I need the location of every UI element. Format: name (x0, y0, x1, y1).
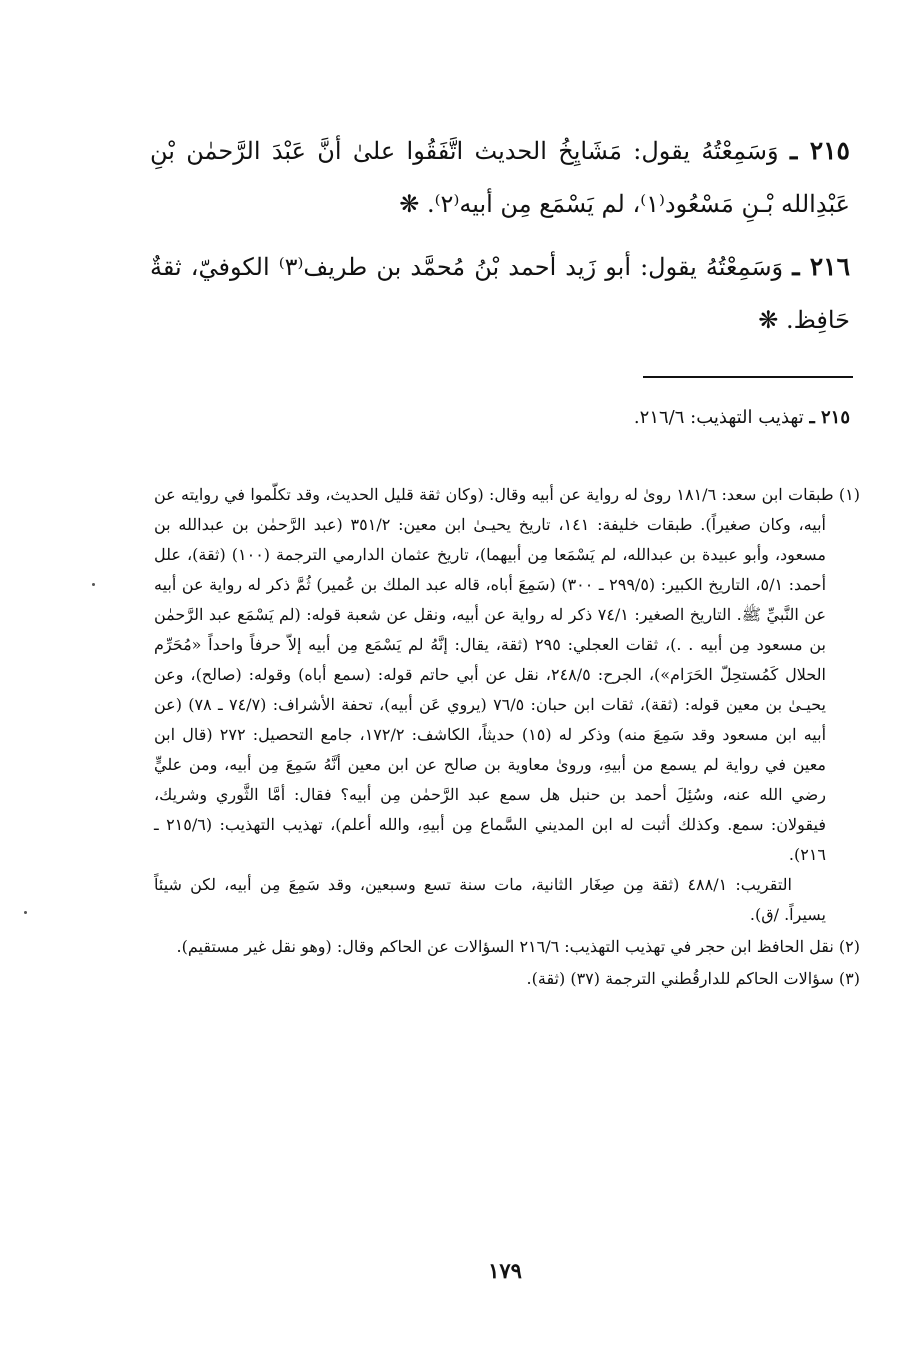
source-note-number: ٢١٥ ـ (809, 407, 850, 428)
footnotes (154, 480, 860, 994)
entry-number: ٢١٥ ـ (789, 136, 850, 165)
footnote-2 (154, 932, 860, 962)
footnote-1 (154, 480, 860, 870)
footnote-text: طبقات ابن سعد: ١٨١/٦ روىٰ له رواية عن أبيه وقال: (وكان ثقة قليل الحديث، وقد تكلّموا في روايته عن أبيه، وكان صغيراً). طبقات خليفة: ١٤١، تاريخ يحيـىٰ ابن معين: ٣٥١/٢ (عبد الرَّحمٰن بن عبدالله بن مسعود، وأبو عبيدة بن عبدالله، لم يَسْمَعا مِن أبيهما)، تاريخ عثمان الدارمي الترجمة (١٠٠) (ثقة)، علل أحمد: ٥/١، التاريخ الكبير: (٢٩٩/٥ ـ ٣٠٠) (سَمِعَ أباه، قاله عبد الملك بن عُمير) ثُمَّ ذكر له رواية عن أبيه عن النَّبيِّ ﷺ. التاريخ الصغير: ٧٤/١ ذكر له رواية عن أبيه، ونقل عن شعبة قوله: (لم يَسْمَع عبد الرَّحمٰن بن مسعود مِن أبيه . .)، ثقات العجلي: ٢٩٥ (ثقة، يقال: إنَّهُ لم يَسْمَع مِن أبيه إلاّ حرفاً واحداً «مُحَرِّم الحلال كَمُستحِلّ الحَرَام»)، الجرح: ٢٤٨/٥، نقل عن أبي حاتم قوله: (سمع أباه) وقوله: (صالح)، وعن يحيـىٰ بن معين قوله: (ثقة)، ثقات ابن حبان: ٧٦/٥ (يروي عَن أبيه)، تحفة الأشراف: (٧٤/٧ ـ ٧٨) (عن أبيه ابن مسعود وقد سَمِعَ منه) وذكر له (١٥) حديثاً، الكاشف: ١٧٢/٢، جامع التحصيل: ٢٧٢ (قال ابن معين في رواية لم يسمع من أبيهِ، وروىٰ معاوية بن صالح عن ابن معين أنَّهُ سَمِعَ مِن أبيه، ومن عليٍّ رضي الله عنه، وسُئِلَ أحمد بن حنبل هل سمع عبد الرَّحمٰن مِن أبيه؟ فقال: أمَّا الثَّوري وشريك، فيقولان: سمع. وكذلك أثبت له ابن المديني السَّماع مِن أبيهِ، والله أعلم)، تهذيب التهذيب: (٢١٥/٦ ـ ٢١٦). (154, 485, 834, 864)
source-note (150, 400, 850, 436)
entry-text: وَسَمِعْتُهُ يقول: مَشَايِخُ الحديث اتَّفَقُوا علىٰ أنَّ عَبْدَ الرَّحمٰن بْنِ عَبْدِالله بْـنِ مَسْعُود⁽١⁾، لم يَسْمَع مِن أبيه⁽٢⁾. ❋ (150, 137, 850, 218)
footnote-marker: (١) (838, 485, 860, 504)
entry-number: ٢١٦ ـ (792, 252, 851, 281)
footnote-separator (643, 376, 853, 378)
entry-216 (150, 240, 850, 347)
scan-speck (92, 583, 95, 586)
scan-speck (24, 911, 27, 914)
footnote-1-continuation: التقريب: ٤٨٨/١ (ثقة مِن صِغَار الثانية، مات سنة تسع وسبعين، وقد سَمِعَ مِن أبيه، لكن شيئاً يسيراً. /ق). (154, 875, 826, 924)
page-number: ١٧٩ (488, 1258, 522, 1283)
footnote-marker: (٣) (838, 969, 860, 988)
footnote-3 (154, 964, 860, 994)
entry-215 (150, 124, 850, 231)
footnote-text: نقل الحافظ ابن حجر في تهذيب التهذيب: ٢١٦/٦ السؤالات عن الحاكم وقال: (وهو نقل غير مستقيم). (176, 937, 834, 956)
entry-text: وَسَمِعْتُهُ يقول: أبو زَيد أحمد بْنُ مُحمَّد بن طريف⁽٣⁾ الكوفيّ، ثقةٌ حَافِظ. ❋ (150, 253, 850, 334)
source-note-text: تهذيب التهذيب: ٢١٦/٦. (633, 407, 804, 428)
footnote-marker: (٢) (838, 937, 860, 956)
footnote-text: سؤالات الحاكم للدارقُطني الترجمة (٣٧) (ثقة). (526, 969, 834, 988)
